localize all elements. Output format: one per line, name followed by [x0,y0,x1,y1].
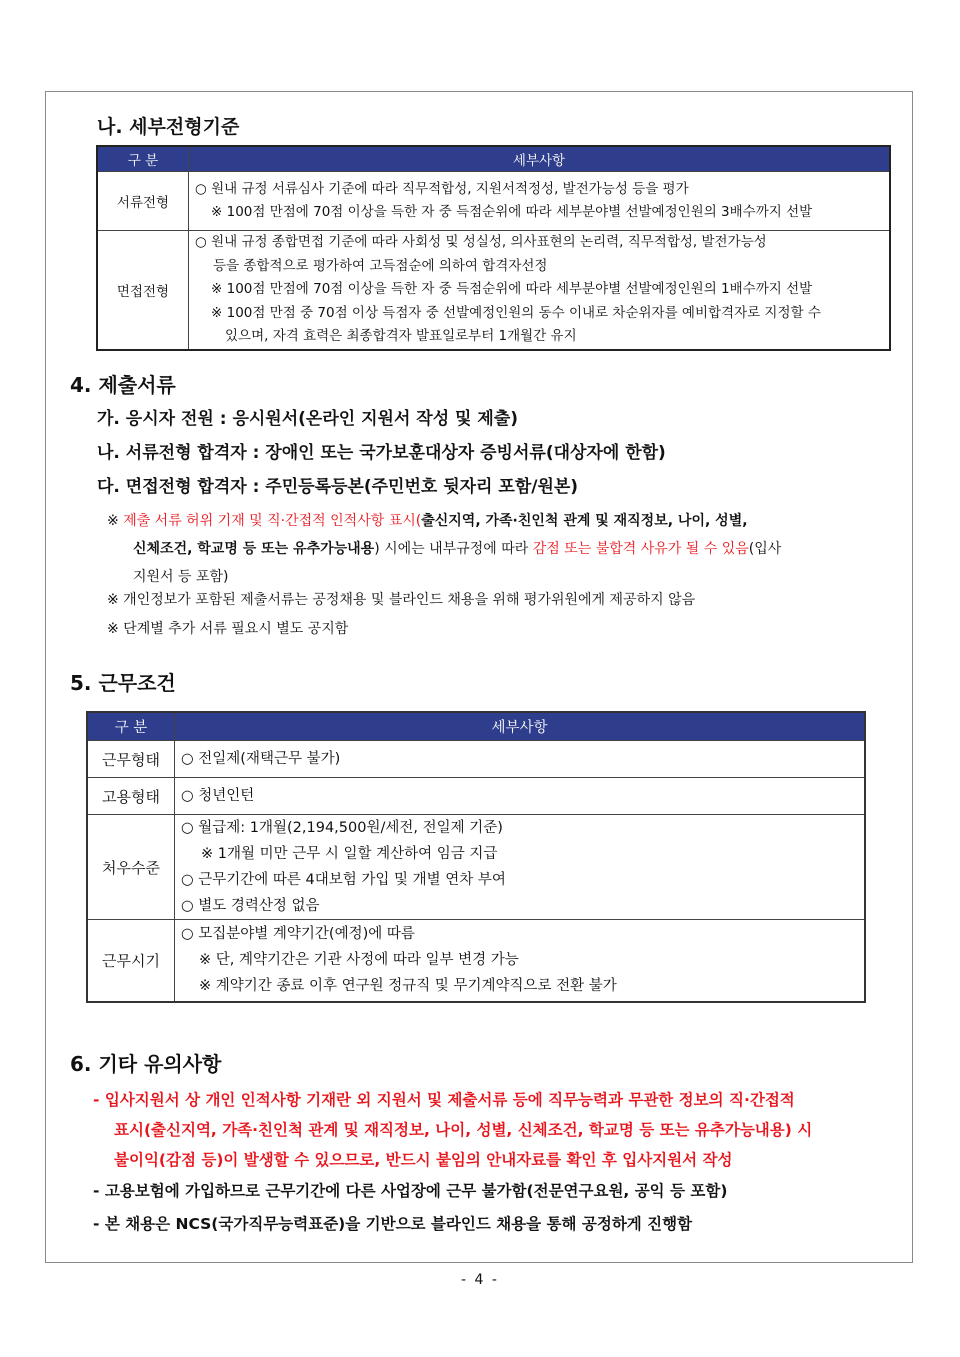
section-title-detail-criteria: 나. 세부전형기준 [97,116,240,138]
document-item: 나. 서류전형 합격자 : 장애인 또는 국가보훈대상자 증빙서류(대상자에 한함) [97,443,666,463]
document-item: 가. 응시자 전원 : 응시원서(온라인 지원서 작성 및 제출) [97,409,519,429]
section-title-work-conditions: 5. 근무조건 [70,671,176,695]
detail-line: ○ 청년인턴 [181,788,255,804]
header-details: 세부사항 [175,712,866,741]
warning-red-text: 감점 또는 불합격 사유가 될 수 있음 [532,541,749,557]
detail-line: ○ 원내 규정 서류심사 기준에 따라 직무적합성, 지원서적정성, 발전가능성 등을 평가 [195,180,689,197]
notice-line-ncs: - 본 채용은 NCS(국가직무능력표준)을 기반으로 블라인드 채용을 통해 공정하게 진행함 [93,1215,693,1233]
warning-plain-text: (입사 [748,541,782,557]
warning-plain-text: ) 시에는 내부규정에 따라 [374,541,533,557]
table-row [97,231,890,350]
row-label-compensation: 처우수준 [87,815,175,920]
detail-line: 있으며, 자격 효력은 최종합격자 발표일로부터 1개월간 유지 [225,328,577,344]
table-row [97,172,890,231]
table-row [87,815,865,920]
detail-line: ○ 원내 규정 종합면접 기준에 따라 사회성 및 성실성, 의사표현의 논리력, 직무적합성, 발전가능성 [195,234,767,250]
row-details-document [189,172,891,231]
detail-line: ○ 모집분야별 계약기간(예정)에 따름 [181,926,415,943]
detail-line: ○ 별도 경력산정 없음 [181,898,320,914]
row-details-work-period [175,920,866,1002]
notice-red-line: - 입사지원서 상 개인 인적사항 기재란 외 지원서 및 제출서류 등에 직무능력과 무관한 정보의 직·간접적 [93,1091,795,1109]
row-details-compensation [175,815,866,920]
table-row [87,920,865,1002]
detail-line: ○ 전일제(재택근무 불가) [181,751,341,767]
notice-red-line: 불이익(감점 등)이 발생할 수 있으므로, 반드시 붙임의 안내자료를 확인 후 입사지원서 작성 [114,1151,733,1169]
selection-criteria-table [96,145,891,351]
detail-line: ※ 100점 만점 중 70점 이상 득점자 중 선발예정인원의 동수 이내로 차순위자를 예비합격자로 지정할 수 [211,304,821,321]
warning-bold-text: 출신지역, 가족·친인척 관계 및 재직정보, 나이, 성별, [421,513,748,529]
row-label-employment-type: 고용형태 [87,778,175,815]
detail-line: ※ 계약기간 종료 이후 연구원 정규직 및 무기계약직으로 전환 불가 [199,978,617,995]
document-item: 다. 면접전형 합격자 : 주민등록등본(주민번호 뒷자리 포함/원본) [97,477,579,497]
detail-line: ※ 100점 만점에 70점 이상을 득한 자 중 득점순위에 따라 세부분야별 선발예정인원의 1배수까지 선발 [211,281,813,297]
detail-line: ○ 월급제: 1개월(2,194,500원/세전, 전일제 기준) [181,820,503,836]
row-details-employment-type [175,778,866,815]
warning-note [107,507,781,591]
detail-line: ○ 근무기간에 따른 4대보험 가입 및 개별 연차 부여 [181,872,506,888]
detail-line: ※ 100점 만점에 70점 이상을 득한 자 중 득점순위에 따라 세부분야별 선발예정인원의 3배수까지 선발 [211,204,813,220]
row-label-document: 서류전형 [97,172,189,231]
additional-docs-note: ※ 단계별 추가 서류 필요시 별도 공지함 [107,621,349,637]
warning-plain-text: 지원서 등 포함) [133,569,229,585]
header-category: 구 분 [97,146,189,172]
section-title-other-notes: 6. 기타 유의사항 [70,1052,222,1076]
privacy-note: ※ 개인정보가 포함된 제출서류는 공정채용 및 블라인드 채용을 위해 평가위원에게 제공하지 않음 [107,592,696,608]
row-label-interview: 면접전형 [97,231,189,350]
notice-line-insurance: - 고용보험에 가입하므로 근무기간에 다른 사업장에 근무 불가함(전문연구요원, 공익 등 포함) [93,1182,728,1200]
row-details-interview [189,231,891,350]
note-mark: ※ [107,513,119,529]
page-number: - 4 - [461,1272,499,1288]
table-header-row [97,146,890,172]
row-details-work-type [175,741,866,778]
row-label-work-period: 근무시기 [87,920,175,1002]
table-header-row [87,712,865,741]
table-row [87,741,865,778]
work-conditions-table [86,711,866,1003]
header-details: 세부사항 [189,146,891,172]
warning-red-text: 제출 서류 허위 기재 및 직·간접적 인적사항 표시( [123,513,422,529]
detail-line: ※ 단, 계약기간은 기관 사정에 따라 일부 변경 가능 [199,952,519,969]
notice-red-line: 표시(출신지역, 가족·친인척 관계 및 재직정보, 나이, 성별, 신체조건, 학교명 등 또는 유추가능내용) 시 [114,1121,813,1139]
detail-line: 등을 종합적으로 평가하여 고득점순에 의하여 합격자선정 [213,257,548,274]
section-title-documents: 4. 제출서류 [70,373,176,397]
warning-bold-text: 신체조건, 학교명 등 또는 유추가능내용 [133,541,375,557]
table-row [87,778,865,815]
header-category: 구 분 [87,712,175,741]
detail-line: ※ 1개월 미만 근무 시 일할 계산하여 임금 지급 [201,846,498,862]
row-label-work-type: 근무형태 [87,741,175,778]
